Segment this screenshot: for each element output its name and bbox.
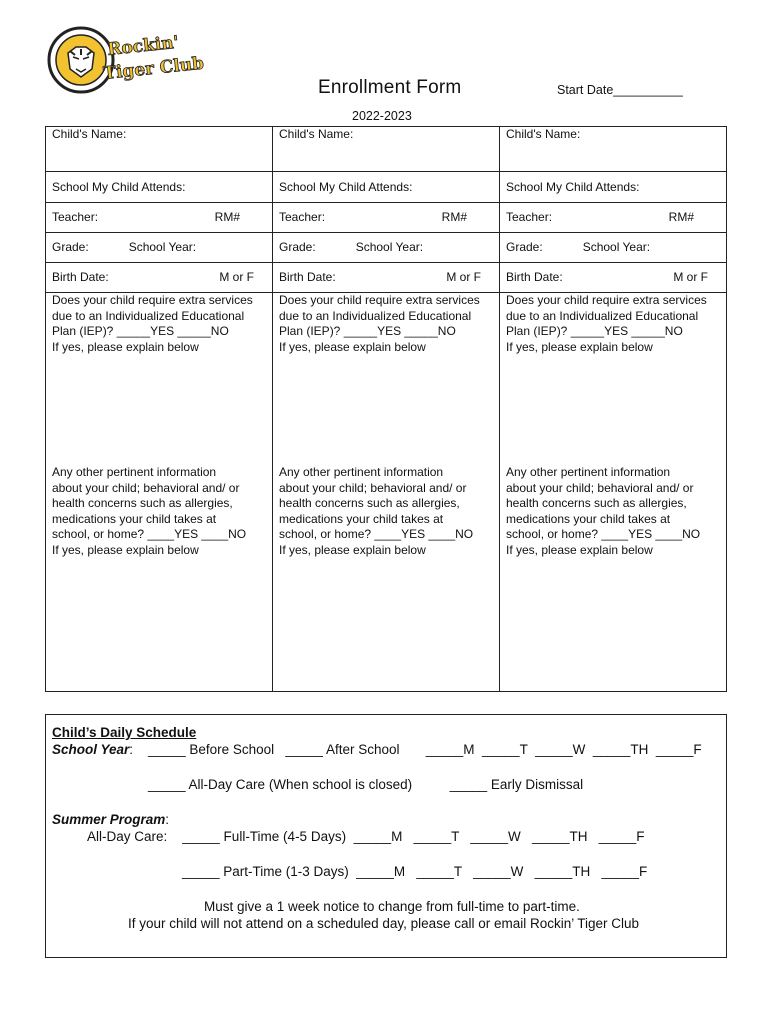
birth-date-field[interactable] <box>46 263 273 293</box>
iep-question[interactable]: Plan (IEP)? _____YES _____NO <box>52 324 229 338</box>
school-year-field-label: School Year: <box>128 240 197 254</box>
other-info-question: health concerns such as allergies, <box>52 496 233 510</box>
teacher-label: Teacher: <box>279 210 326 224</box>
room-label: RM# <box>668 210 694 224</box>
teacher-field[interactable] <box>500 203 727 233</box>
child-name-field[interactable]: Child's Name: <box>46 127 273 172</box>
school-field[interactable]: School My Child Attends: <box>500 172 727 203</box>
summer-program-label: Summer Program <box>52 812 166 827</box>
other-info-question: about your child; behavioral and/ or <box>506 480 694 495</box>
start-date-field[interactable]: Start Date__________ <box>557 83 683 97</box>
other-info-question: health concerns such as allergies, <box>506 496 687 510</box>
logo-text-tiger-club: Tiger Club <box>102 53 205 84</box>
school-row <box>46 172 727 203</box>
school-year-field-label: School Year: <box>355 240 424 254</box>
grade-row <box>46 233 727 263</box>
grade-label: Grade: <box>52 240 89 254</box>
birth-date-label: Birth Date: <box>506 270 563 284</box>
iep-question: If yes, please explain below <box>52 339 199 354</box>
other-info-question[interactable]: school, or home? ____YES ____NO <box>279 527 474 541</box>
other-info-question: about your child; behavioral and/ or <box>279 480 467 495</box>
other-info-question: If yes, please explain below <box>279 542 426 557</box>
teacher-label: Teacher: <box>52 210 99 224</box>
school-year-field-label: School Year: <box>582 240 651 254</box>
other-info-question: health concerns such as allergies, <box>279 496 460 510</box>
services-cell[interactable] <box>500 293 727 692</box>
other-info-question: If yes, please explain below <box>52 542 199 557</box>
all-day-care-line[interactable]: _____ All-Day Care (When school is closed) _____ Early Dismissal <box>148 777 584 792</box>
other-info-question: Any other pertinent information <box>506 465 671 479</box>
summer-program-colon: : <box>165 812 170 827</box>
grade-label: Grade: <box>279 240 316 254</box>
logo-text-rockin: Rockin' <box>106 32 180 60</box>
other-info-question: about your child; behavioral and/ or <box>52 480 240 495</box>
teacher-row <box>46 203 727 233</box>
full-time-line[interactable]: All-Day Care: _____ Full-Time (4-5 Days) _____M _____T _____W _____TH _____F <box>87 829 645 844</box>
room-label: RM# <box>441 210 467 224</box>
iep-question: If yes, please explain below <box>279 339 426 354</box>
summer-program-heading <box>52 812 169 827</box>
iep-question: Does your child require extra services <box>279 293 480 307</box>
sex-option[interactable]: M or F <box>673 270 708 284</box>
child-name-field[interactable]: Child's Name: <box>273 127 500 172</box>
child-name-row <box>46 127 727 172</box>
birth-row <box>46 263 727 293</box>
birth-date-label: Birth Date: <box>52 270 109 284</box>
teacher-field[interactable] <box>46 203 273 233</box>
grade-field[interactable] <box>273 233 500 263</box>
iep-question: due to an Individualized Educational <box>506 308 699 323</box>
iep-question: due to an Individualized Educational <box>279 308 472 323</box>
iep-question[interactable]: Plan (IEP)? _____YES _____NO <box>279 324 456 338</box>
other-info-question: medications your child takes at <box>506 511 671 526</box>
school-field[interactable]: School My Child Attends: <box>46 172 273 203</box>
daily-schedule-box <box>45 714 727 958</box>
schedule-heading: Child’s Daily Schedule <box>52 725 197 740</box>
part-time-line[interactable]: _____ Part-Time (1-3 Days) _____M _____T _____W _____TH _____F <box>182 864 648 879</box>
other-info-question: Any other pertinent information <box>52 465 217 479</box>
school-year-label: 2022-2023 <box>352 109 412 123</box>
birth-date-label: Birth Date: <box>279 270 336 284</box>
services-row <box>46 293 727 692</box>
school-year-schedule-label: School Year <box>52 742 130 757</box>
iep-question[interactable]: Plan (IEP)? _____YES _____NO <box>506 324 683 338</box>
iep-question: Does your child require extra services <box>506 293 707 307</box>
sex-option[interactable]: M or F <box>219 270 254 284</box>
other-info-question: medications your child takes at <box>52 511 217 526</box>
child-name-field[interactable]: Child's Name: <box>500 127 727 172</box>
school-year-schedule-line[interactable] <box>52 742 702 757</box>
notice-line-2: If your child will not attend on a scheduled day, please call or email Rockin’ Tiger Club <box>128 916 640 931</box>
birth-date-field[interactable] <box>500 263 727 293</box>
teacher-field[interactable] <box>273 203 500 233</box>
teacher-label: Teacher: <box>506 210 553 224</box>
other-info-question: If yes, please explain below <box>506 542 653 557</box>
other-info-question: medications your child takes at <box>279 511 444 526</box>
other-info-question: Any other pertinent information <box>279 465 444 479</box>
services-cell[interactable] <box>273 293 500 692</box>
page-title: Enrollment Form <box>318 77 462 98</box>
sex-option[interactable]: M or F <box>446 270 481 284</box>
school-year-options[interactable]: : _____ Before School _____ After School _____M _____T _____W _____TH _____F <box>129 742 702 757</box>
school-field[interactable]: School My Child Attends: <box>273 172 500 203</box>
grade-field[interactable] <box>500 233 727 263</box>
notice-line-1: Must give a 1 week notice to change from full-time to part-time. <box>204 899 580 914</box>
iep-question: Does your child require extra services <box>52 293 253 307</box>
enrollment-table <box>45 126 727 692</box>
other-info-question[interactable]: school, or home? ____YES ____NO <box>506 527 701 541</box>
iep-question: due to an Individualized Educational <box>52 308 245 323</box>
grade-label: Grade: <box>506 240 543 254</box>
room-label: RM# <box>214 210 240 224</box>
iep-question: If yes, please explain below <box>506 339 653 354</box>
services-cell[interactable] <box>46 293 273 692</box>
rockin-tiger-club-logo <box>46 25 205 95</box>
birth-date-field[interactable] <box>273 263 500 293</box>
other-info-question[interactable]: school, or home? ____YES ____NO <box>52 527 247 541</box>
grade-field[interactable] <box>46 233 273 263</box>
